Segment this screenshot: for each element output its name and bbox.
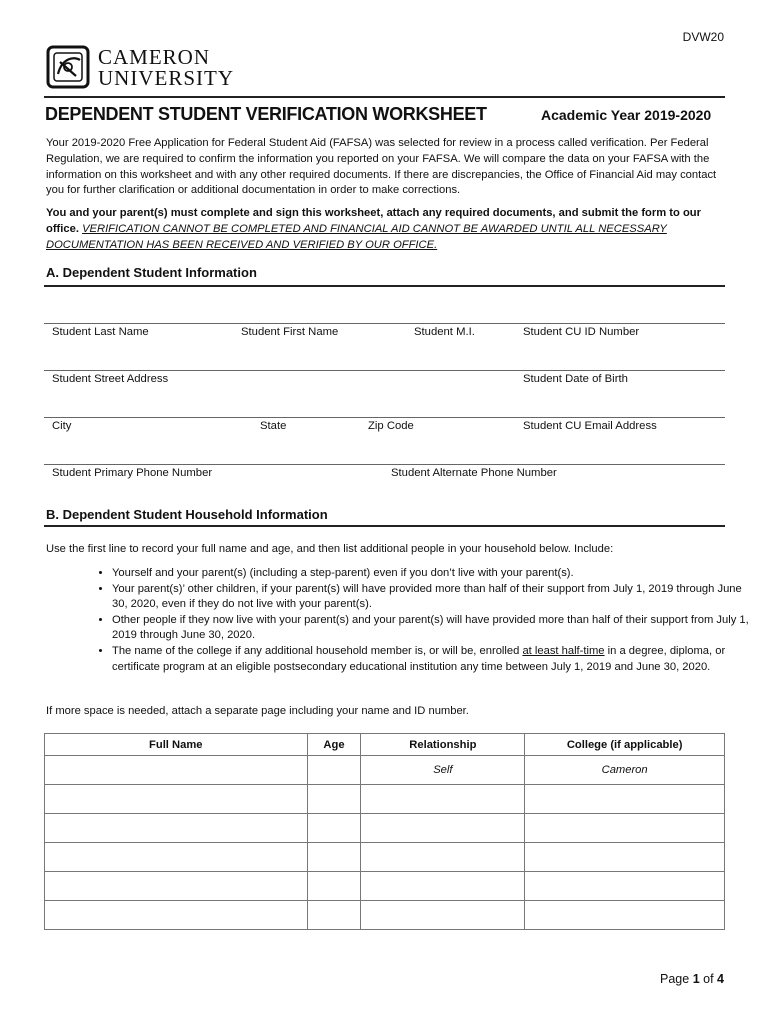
- relationship-cell[interactable]: [361, 843, 525, 872]
- college-cell[interactable]: [525, 901, 725, 930]
- table-row: [45, 843, 725, 872]
- page-number: [660, 972, 724, 986]
- age-cell[interactable]: [307, 901, 361, 930]
- city-field[interactable]: City: [52, 420, 72, 432]
- age-cell[interactable]: [307, 814, 361, 843]
- student-last-name-field[interactable]: Student Last Name: [52, 326, 149, 338]
- table-row: [45, 901, 725, 930]
- college-cell[interactable]: [525, 785, 725, 814]
- section-a-heading: A. Dependent Student Information: [46, 265, 257, 280]
- column-header-relationship: Relationship: [361, 734, 525, 756]
- field-line-row2: [44, 370, 725, 371]
- intro-paragraph: Your 2019-2020 Free Application for Federal Student Aid (FAFSA) was selected for review in a process called verification. Per Federal Regulation, we are required to confirm the information you reported on your FAFSA. We will compare the data on your FAFSA with the information on this worksheet and with any other required documents. If there are discrepancies, the Office of Financial Aid may contact you for further clarification or additional documentation in order to make corrections.: [46, 137, 717, 197]
- page-label: Page: [660, 972, 690, 986]
- list-item: • Your parent(s)’ other children, if your parent(s) will have provided more than half of their support from July 1, 2019 through June 30, 2020, even if they do not live with your parent(s).: [112, 582, 752, 613]
- college-cell[interactable]: [525, 843, 725, 872]
- age-cell[interactable]: [307, 872, 361, 901]
- full-name-cell[interactable]: [45, 785, 308, 814]
- list-item: [112, 644, 752, 675]
- column-header-age: Age: [307, 734, 361, 756]
- student-cu-id-field[interactable]: Student CU ID Number: [523, 326, 640, 338]
- field-line-row3: [44, 417, 725, 418]
- household-include-list: [86, 566, 752, 675]
- bullet4-text-post: in a degree, diploma, or certificate program at an eligible postsecondary educational institution any time between July 1, 2019 and June 30, 2020.: [112, 644, 726, 673]
- field-line-row4: [44, 464, 725, 465]
- table-row: [45, 785, 725, 814]
- table-row: [45, 872, 725, 901]
- full-name-cell[interactable]: [45, 901, 308, 930]
- age-cell[interactable]: [307, 785, 361, 814]
- instructions-warning: VERIFICATION CANNOT BE COMPLETED AND FINANCIAL AID CANNOT BE AWARDED UNTIL ALL NECESSARY DOCUMENTATION HAS BEEN RECEIVED AND VERIFIED BY OUR OFFICE.: [46, 222, 667, 251]
- student-street-field[interactable]: Student Street Address: [52, 373, 169, 385]
- column-header-full-name: Full Name: [45, 734, 308, 756]
- table-row: [45, 756, 725, 785]
- student-dob-field[interactable]: Student Date of Birth: [523, 373, 628, 385]
- student-first-name-field[interactable]: Student First Name: [241, 326, 339, 338]
- full-name-cell[interactable]: [45, 843, 308, 872]
- zip-code-field[interactable]: Zip Code: [368, 420, 414, 432]
- header-divider: [44, 96, 725, 98]
- cameron-seal-icon: [46, 44, 92, 90]
- student-email-field[interactable]: Student CU Email Address: [523, 420, 657, 432]
- primary-phone-field[interactable]: Student Primary Phone Number: [52, 467, 213, 479]
- section-a-divider: [44, 285, 725, 287]
- college-cell[interactable]: Cameron: [525, 756, 725, 785]
- relationship-cell[interactable]: Self: [361, 756, 525, 785]
- state-field[interactable]: State: [260, 420, 287, 432]
- table-header-row: [45, 734, 725, 756]
- alternate-phone-field[interactable]: Student Alternate Phone Number: [391, 467, 557, 479]
- logo-text-line2: UNIVERSITY: [98, 66, 234, 90]
- instructions-bold: You and your parent(s) must complete and sign this worksheet, attach any required documents, and submit the form to our office.: [46, 207, 701, 235]
- column-header-college: College (if applicable): [525, 734, 725, 756]
- instructions-paragraph: [46, 206, 726, 253]
- page-title: DEPENDENT STUDENT VERIFICATION WORKSHEET: [45, 104, 487, 124]
- cameron-logo: [46, 44, 234, 90]
- list-item: • Other people if they now live with your parent(s) and your parent(s) will have provided more than half of their support from July 1, 2019 through June 30, 2020.: [112, 613, 752, 644]
- page-of: of: [703, 972, 714, 986]
- relationship-cell[interactable]: [361, 814, 525, 843]
- age-cell[interactable]: [307, 756, 361, 785]
- age-cell[interactable]: [307, 843, 361, 872]
- table-row: [45, 814, 725, 843]
- full-name-cell[interactable]: [45, 756, 308, 785]
- academic-year: Academic Year 2019-2020: [541, 107, 712, 123]
- more-space-note: If more space is needed, attach a separate page including your name and ID number.: [46, 705, 469, 717]
- household-table: [44, 733, 725, 930]
- full-name-cell[interactable]: [45, 814, 308, 843]
- bullet4-text-pre: The name of the college if any additional household member is, or will be, enrolled: [112, 644, 523, 657]
- section-b-heading: B. Dependent Student Household Information: [46, 507, 328, 522]
- college-cell[interactable]: [525, 814, 725, 843]
- relationship-cell[interactable]: [361, 785, 525, 814]
- bullet4-text-underlined: at least half-time: [522, 644, 605, 657]
- college-cell[interactable]: [525, 872, 725, 901]
- list-item: • Yourself and your parent(s) (including a step-parent) even if you don’t live with your parent(s).: [112, 566, 752, 582]
- relationship-cell[interactable]: [361, 872, 525, 901]
- field-line-row1: [44, 323, 725, 324]
- logo-text-line1: CAMERON: [98, 45, 211, 69]
- document-code: DVW20: [682, 30, 724, 44]
- page-current: 1: [692, 972, 700, 986]
- page-total: 4: [717, 972, 724, 986]
- student-mi-field[interactable]: Student M.I.: [414, 326, 475, 338]
- relationship-cell[interactable]: [361, 901, 525, 930]
- section-b-divider: [44, 525, 725, 527]
- household-lead: Use the first line to record your full name and age, and then list additional people in your household below. Include:: [46, 543, 614, 555]
- full-name-cell[interactable]: [45, 872, 308, 901]
